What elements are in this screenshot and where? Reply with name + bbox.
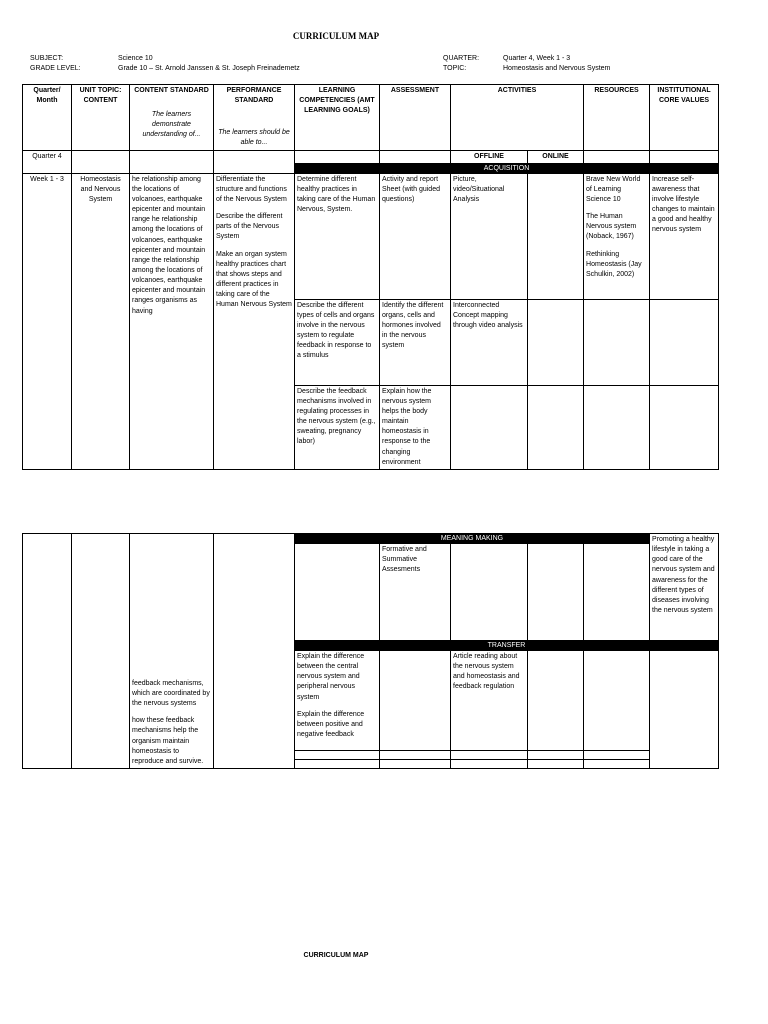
resources-cell: [584, 173, 650, 299]
empty-cell: [650, 651, 719, 769]
topic-value: Homeostasis and Nervous System: [503, 65, 611, 72]
empty-cell: [584, 651, 650, 751]
empty-cell: [295, 760, 380, 769]
subject-label: SUBJECT:: [30, 55, 64, 62]
empty-cell: [528, 299, 584, 385]
empty-cell: [584, 299, 650, 385]
performance-item-3: Make an organ system healthy practices chart that shows steps and different practices in taking care of the Human Nervous System: [216, 250, 292, 309]
header-quarter: Quarter/ Month: [23, 85, 72, 151]
header-activities: ACTIVITIES: [451, 85, 584, 151]
header-content-standard-label: CONTENT STANDARD: [134, 87, 209, 94]
header-content-standard-sub: The learners demonstrate understanding of...: [142, 111, 201, 139]
empty-cell: [528, 651, 584, 751]
empty-cell: [650, 385, 719, 469]
empty-cell: [528, 544, 584, 641]
content-item-1: feedback mechanisms, which are coordinated by the nervous systems: [132, 679, 210, 708]
competency-1: Determine different healthy practices in taking care of the Human Nervous, System.: [295, 173, 380, 299]
empty-cell: [584, 760, 650, 769]
empty-cell: [130, 150, 214, 173]
header-competencies: LEARNING COMPETENCIES (AMT LEARNING GOALS): [295, 85, 380, 151]
empty-cell: [451, 760, 528, 769]
curriculum-table-continued: [22, 533, 719, 769]
quarter-value: Quarter 4, Week 1 - 3: [503, 55, 571, 62]
values-2: Promoting a healthy lifestyle in taking a good care of the nervous system and awareness for the different types of diseases involving the nervous system: [650, 534, 719, 641]
header-unit: UNIT TOPIC: CONTENT: [72, 85, 130, 151]
content-standard-cell: he relationship among the locations of volcanoes, earthquake epicenter and mountain range he relationship among the locations of volcanoes, earthquake epicenter and mountain range the relationship among the locations of volcanoes, earthquake epicenter and mountain ranges organisms as having: [130, 173, 214, 469]
assessment-meaning-making: Formative and Summative Assesments: [380, 544, 451, 641]
assessment-3: Explain how the nervous system helps the body maintain homeostasis in response to the changing environment: [380, 385, 451, 469]
empty-cell: [214, 150, 295, 173]
assessment-1: Activity and report Sheet (with guided questions): [380, 173, 451, 299]
empty-cell: [451, 385, 528, 469]
competency-3: Describe the feedback mechanisms involved in regulating processes in the nervous system (e.g., sweating, pregnancy labor): [295, 385, 380, 469]
resource-3: Rethinking Homeostasis (Jay Schulkin, 2002): [586, 250, 642, 278]
header-resources: RESOURCES: [584, 85, 650, 151]
unit-topic-cell: Homeostasis and Nervous System: [72, 173, 130, 469]
topic-label: TOPIC:: [443, 65, 467, 72]
subject-value: Science 10: [118, 55, 153, 62]
resource-2: The Human Nervous system (Noback, 1967): [586, 213, 637, 241]
banner-acquisition: ACQUISITION: [295, 163, 719, 173]
header-performance-standard-sub: The learners should be able to...: [218, 129, 290, 147]
empty-cell: [528, 751, 584, 760]
empty-cell: [295, 544, 380, 641]
week-cell: Week 1 - 3: [23, 173, 72, 469]
header-content-standard: [130, 85, 214, 151]
empty-cell: [72, 534, 130, 769]
curriculum-table-main: [22, 84, 719, 470]
performance-standard-cell: [214, 173, 295, 469]
grade-value: Grade 10 – St. Arnold Janssen & St. Joseph Freinademetz: [118, 65, 300, 72]
subheader-online: ONLINE: [528, 150, 584, 163]
header-assessment: ASSESSMENT: [380, 85, 451, 151]
empty-cell: [528, 173, 584, 299]
empty-cell: [380, 751, 451, 760]
competency-transfer-2: Explain the difference between positive and negative feedback: [297, 710, 365, 738]
empty-cell: [72, 150, 130, 173]
empty-cell: [528, 385, 584, 469]
empty-cell: [23, 534, 72, 769]
content-standard-cont: [130, 534, 214, 769]
values-1: Increase self-awareness that involve lifestyle changes to maintain a good and healthy nervous system: [650, 173, 719, 299]
competency-transfer-1: Explain the difference between the central nervous system and peripheral nervous system: [297, 653, 365, 701]
header-values: INSTITUTIONAL CORE VALUES: [650, 85, 719, 151]
performance-item-1: Differentiate the structure and functions of the Nervous System: [216, 175, 287, 203]
header-performance-standard: [214, 85, 295, 151]
banner-transfer: TRANSFER: [295, 641, 719, 651]
empty-cell: [528, 760, 584, 769]
empty-cell: [380, 150, 451, 163]
competency-transfer: [295, 651, 380, 751]
page-title: CURRICULUM MAP: [292, 31, 380, 41]
performance-item-2: Describe the different parts of the Nervous System: [216, 213, 283, 241]
offline-activity-transfer: Article reading about the nervous system and homeostasis and feedback regulation: [451, 651, 528, 751]
assessment-2: Identify the different organs, cells and hormones involved in the nervous system: [380, 299, 451, 385]
grade-label: GRADE LEVEL:: [30, 65, 81, 72]
empty-cell: [451, 544, 528, 641]
empty-cell: [380, 651, 451, 751]
resource-1: Brave New World of Learning Science 10: [586, 175, 641, 203]
subheader-offline: OFFLINE: [451, 150, 528, 163]
offline-activity-1: Picture, video/Situational Analysis: [451, 173, 528, 299]
offline-activity-2: Interconnected Concept mapping through video analysis: [451, 299, 528, 385]
empty-cell: [584, 544, 650, 641]
empty-cell: [584, 385, 650, 469]
empty-cell: [214, 534, 295, 769]
empty-cell: [295, 751, 380, 760]
empty-cell: [584, 751, 650, 760]
quarter-label: QUARTER:: [443, 55, 480, 62]
empty-cell: [584, 150, 650, 163]
empty-cell: [451, 751, 528, 760]
empty-cell: [380, 760, 451, 769]
quarter-cell: Quarter 4: [23, 150, 72, 173]
footer-title: CURRICULUM MAP: [303, 952, 369, 959]
empty-cell: [650, 299, 719, 385]
banner-meaning-making: MEANING MAKING: [295, 534, 650, 544]
header-performance-standard-label: PERFORMANCE STANDARD: [226, 87, 282, 105]
empty-cell: [295, 150, 380, 163]
content-item-2: how these feedback mechanisms help the organism maintain homeostasis to reproduce and survive.: [132, 717, 204, 765]
competency-2: Describe the different types of cells and organs involve in the nervous system to regulate feedback in response to a stimulus: [295, 299, 380, 385]
empty-cell: [650, 150, 719, 163]
